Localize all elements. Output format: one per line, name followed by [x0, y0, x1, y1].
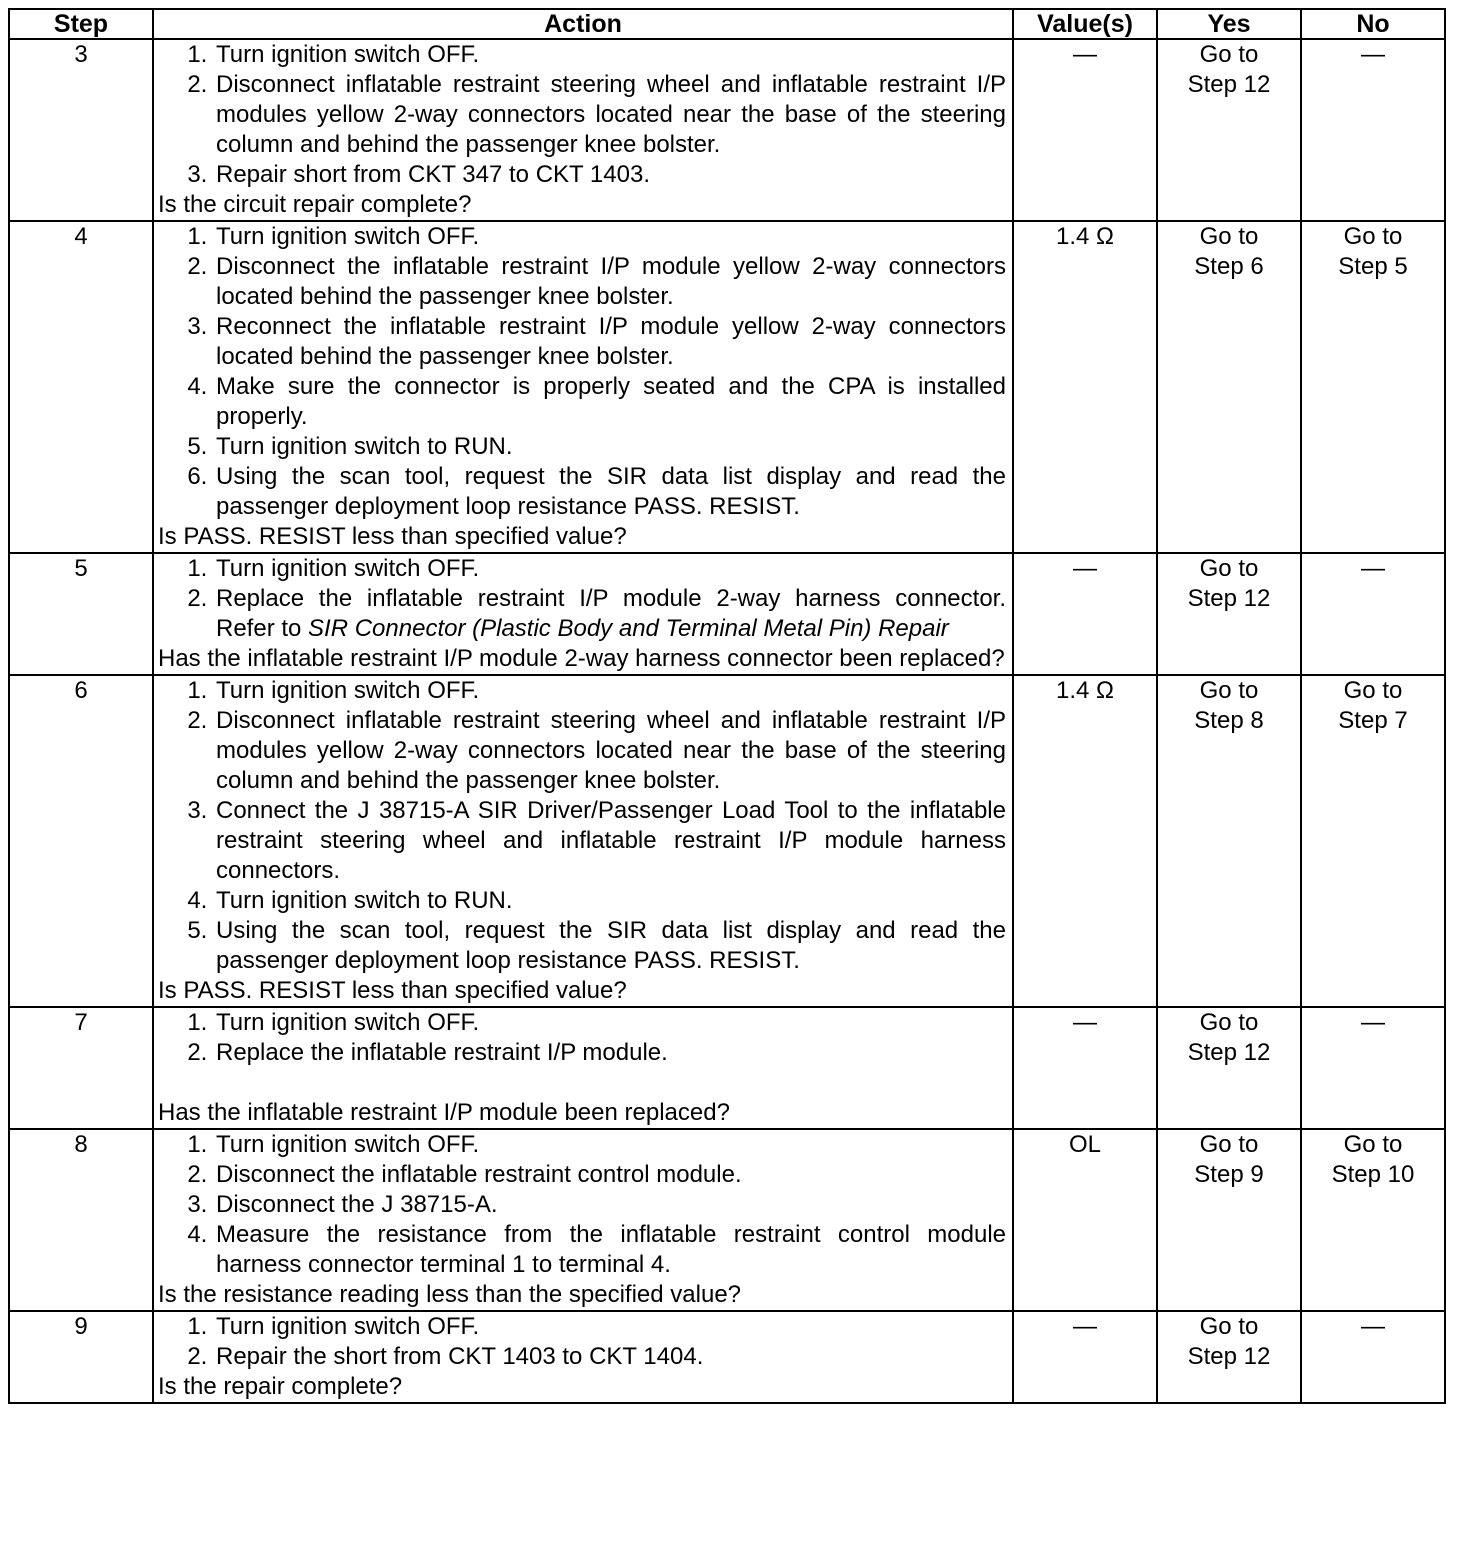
- step-number: 7: [9, 1007, 153, 1129]
- action-item: 6. Using the scan tool, request the SIR data list display and read the passenger deployment loop resistance PASS. RESIST.: [214, 462, 1006, 522]
- yes-cell: Go to Step 12: [1157, 1007, 1301, 1129]
- action-cell: [153, 1007, 1013, 1129]
- action-item: 1. Turn ignition switch OFF.: [214, 1312, 1006, 1342]
- action-item: 3. Reconnect the inflatable restraint I/P module yellow 2-way connectors located behind the passenger knee bolster.: [214, 312, 1006, 372]
- step-number: 4: [9, 221, 153, 553]
- action-item: 4. Turn ignition switch to RUN.: [214, 886, 1006, 916]
- action-item: 1. Turn ignition switch OFF.: [214, 676, 1006, 706]
- action-item-text: Replace the inflatable restraint I/P module 2-way harness connector. Refer to: [216, 585, 1006, 642]
- action-item: 4. Measure the resistance from the inflatable restraint control module harness connector terminal 1 to terminal 4.: [214, 1220, 1006, 1280]
- header-action: Action: [153, 9, 1013, 39]
- value-cell: —: [1013, 39, 1157, 221]
- action-list: [158, 676, 1006, 976]
- value-cell: 1.4 Ω: [1013, 675, 1157, 1007]
- no-cell: Go to Step 7: [1301, 675, 1445, 1007]
- action-list: [158, 40, 1006, 190]
- action-list: [158, 1312, 1006, 1372]
- value-cell: 1.4 Ω: [1013, 221, 1157, 553]
- action-item: 2. Disconnect inflatable restraint steering wheel and inflatable restraint I/P modules yellow 2-way connectors located near the base of the steering column and behind the passenger knee bolster.: [214, 70, 1006, 160]
- action-question: Is the resistance reading less than the specified value?: [158, 1281, 742, 1308]
- action-item: 2. Repair the short from CKT 1403 to CKT 1404.: [214, 1342, 1006, 1372]
- action-question: Has the inflatable restraint I/P module been replaced?: [158, 1099, 730, 1126]
- action-item: 3. Repair short from CKT 347 to CKT 1403.: [214, 160, 1006, 190]
- no-cell: —: [1301, 553, 1445, 675]
- action-list: [158, 1008, 1006, 1068]
- action-item: 3. Disconnect the J 38715-A.: [214, 1190, 1006, 1220]
- action-question: Is PASS. RESIST less than specified value?: [158, 523, 627, 550]
- table-row: [9, 1311, 1445, 1403]
- action-item: [214, 584, 1006, 644]
- step-number: 9: [9, 1311, 153, 1403]
- action-item: 2. Disconnect the inflatable restraint I/P module yellow 2-way connectors located behind the passenger knee bolster.: [214, 252, 1006, 312]
- header-no: No: [1301, 9, 1445, 39]
- no-cell: Go to Step 5: [1301, 221, 1445, 553]
- header-row: [9, 9, 1445, 39]
- action-question: Is the circuit repair complete?: [158, 191, 472, 218]
- action-cell: [153, 553, 1013, 675]
- action-cell: [153, 39, 1013, 221]
- action-item: 1. Turn ignition switch OFF.: [214, 554, 1006, 584]
- action-item: 1. Turn ignition switch OFF.: [214, 1008, 1006, 1038]
- action-cell: [153, 221, 1013, 553]
- header-yes: Yes: [1157, 9, 1301, 39]
- value-cell: OL: [1013, 1129, 1157, 1311]
- table-row: [9, 221, 1445, 553]
- blank-line: [158, 1068, 1006, 1098]
- step-number: 8: [9, 1129, 153, 1311]
- action-question: Is PASS. RESIST less than specified value?: [158, 977, 627, 1004]
- table-row: [9, 39, 1445, 221]
- repair-reference-link: SIR Connector (Plastic Body and Terminal Metal Pin) Repair: [308, 615, 949, 642]
- yes-cell: Go to Step 12: [1157, 1311, 1301, 1403]
- table-row: [9, 553, 1445, 675]
- no-cell: —: [1301, 1311, 1445, 1403]
- yes-cell: Go to Step 6: [1157, 221, 1301, 553]
- value-cell: —: [1013, 1311, 1157, 1403]
- action-item: 5. Turn ignition switch to RUN.: [214, 432, 1006, 462]
- step-number: 3: [9, 39, 153, 221]
- table-row: [9, 1129, 1445, 1311]
- action-list: [158, 554, 1006, 644]
- table-row: [9, 675, 1445, 1007]
- action-item: 1. Turn ignition switch OFF.: [214, 40, 1006, 70]
- diagnostic-table: [8, 8, 1446, 1404]
- header-step: Step: [9, 9, 153, 39]
- yes-cell: Go to Step 12: [1157, 39, 1301, 221]
- action-cell: [153, 1311, 1013, 1403]
- step-number: 6: [9, 675, 153, 1007]
- yes-cell: Go to Step 12: [1157, 553, 1301, 675]
- action-question: Is the repair complete?: [158, 1373, 403, 1400]
- action-list: [158, 1130, 1006, 1280]
- yes-cell: Go to Step 8: [1157, 675, 1301, 1007]
- value-cell: —: [1013, 1007, 1157, 1129]
- no-cell: —: [1301, 39, 1445, 221]
- action-item: 4. Make sure the connector is properly seated and the CPA is installed properly.: [214, 372, 1006, 432]
- action-cell: [153, 675, 1013, 1007]
- action-item: 1. Turn ignition switch OFF.: [214, 1130, 1006, 1160]
- action-item: 1. Turn ignition switch OFF.: [214, 222, 1006, 252]
- header-values: Value(s): [1013, 9, 1157, 39]
- table-row: [9, 1007, 1445, 1129]
- action-question: Has the inflatable restraint I/P module 2-way harness connector been replaced?: [158, 645, 1005, 672]
- action-cell: [153, 1129, 1013, 1311]
- action-item: 3. Connect the J 38715-A SIR Driver/Passenger Load Tool to the inflatable restraint steering wheel and inflatable restraint I/P module harness connectors.: [214, 796, 1006, 886]
- action-list: [158, 222, 1006, 522]
- yes-cell: Go to Step 9: [1157, 1129, 1301, 1311]
- no-cell: —: [1301, 1007, 1445, 1129]
- value-cell: —: [1013, 553, 1157, 675]
- step-number: 5: [9, 553, 153, 675]
- diagnostic-page: [8, 8, 1444, 1404]
- action-item: 2. Disconnect inflatable restraint steering wheel and inflatable restraint I/P modules yellow 2-way connectors located near the base of the steering column and behind the passenger knee bolster.: [214, 706, 1006, 796]
- action-item: 2. Replace the inflatable restraint I/P module.: [214, 1038, 1006, 1068]
- no-cell: Go to Step 10: [1301, 1129, 1445, 1311]
- action-item: 5. Using the scan tool, request the SIR data list display and read the passenger deployment loop resistance PASS. RESIST.: [214, 916, 1006, 976]
- action-item: 2. Disconnect the inflatable restraint control module.: [214, 1160, 1006, 1190]
